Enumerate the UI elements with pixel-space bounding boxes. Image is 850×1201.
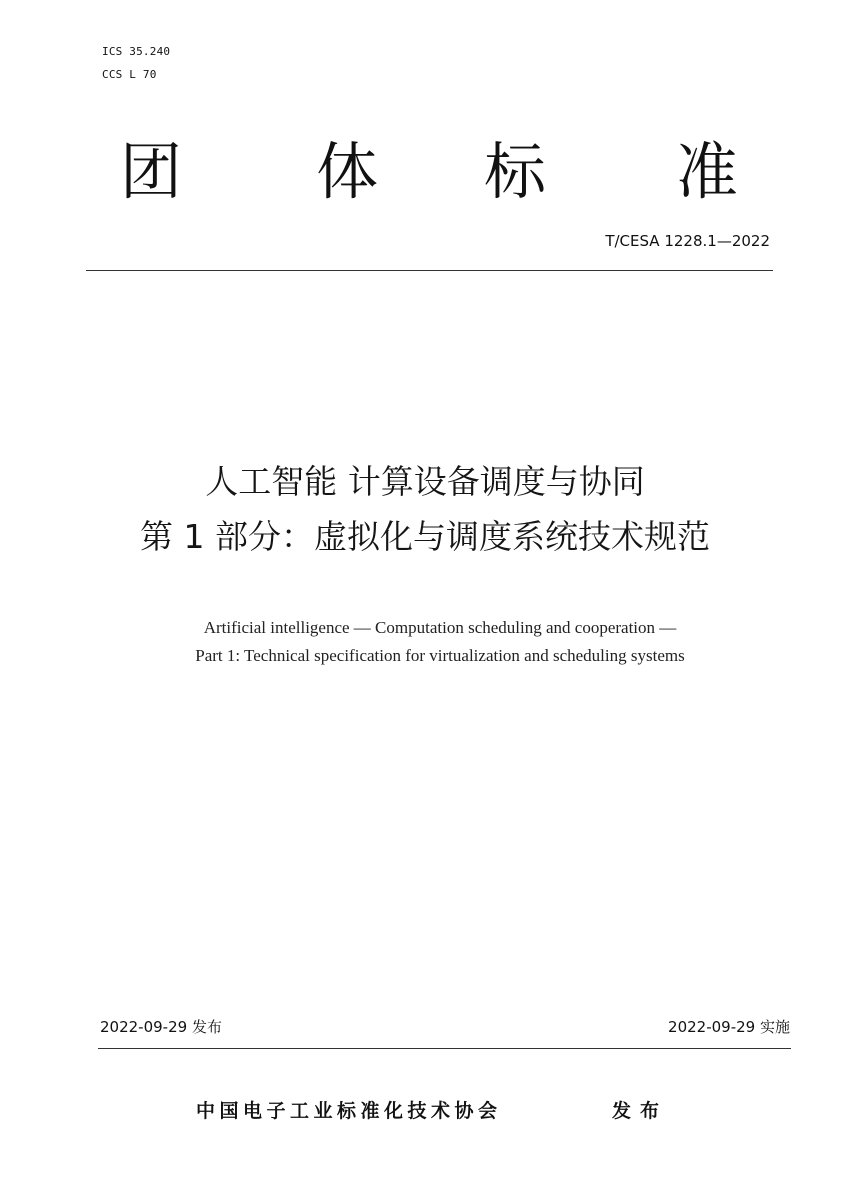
header-divider	[86, 270, 773, 271]
standard-number: T/CESA 1228.1—2022	[605, 232, 770, 250]
standard-type-heading	[120, 132, 760, 212]
standard-type-char: 团	[120, 135, 183, 208]
issue-date: 2022-09-29 发布	[100, 1018, 222, 1036]
issue-label: 发布	[612, 1100, 669, 1122]
ccs-code: CCS L 70	[102, 68, 157, 81]
standard-type-char: 体	[316, 135, 379, 208]
english-title-line-2: Part 1: Technical specification for virtualization and scheduling systems	[195, 646, 685, 665]
chinese-title-line-1: 人工智能 计算设备调度与协同	[205, 462, 645, 501]
implementation-date: 2022-09-29 实施	[668, 1018, 790, 1036]
standard-type-char: 标	[484, 135, 547, 208]
issuing-organization: 中国电子工业标准化技术协会	[196, 1100, 502, 1122]
english-title-line-1: Artificial intelligence — Computation scheduling and cooperation —	[203, 618, 677, 637]
chinese-title-line-2: 第 1 部分：虚拟化与调度系统技术规范	[140, 517, 710, 556]
standard-type-char: 准	[676, 135, 739, 208]
footer-divider	[98, 1048, 791, 1049]
ics-code: ICS 35.240	[102, 45, 171, 58]
